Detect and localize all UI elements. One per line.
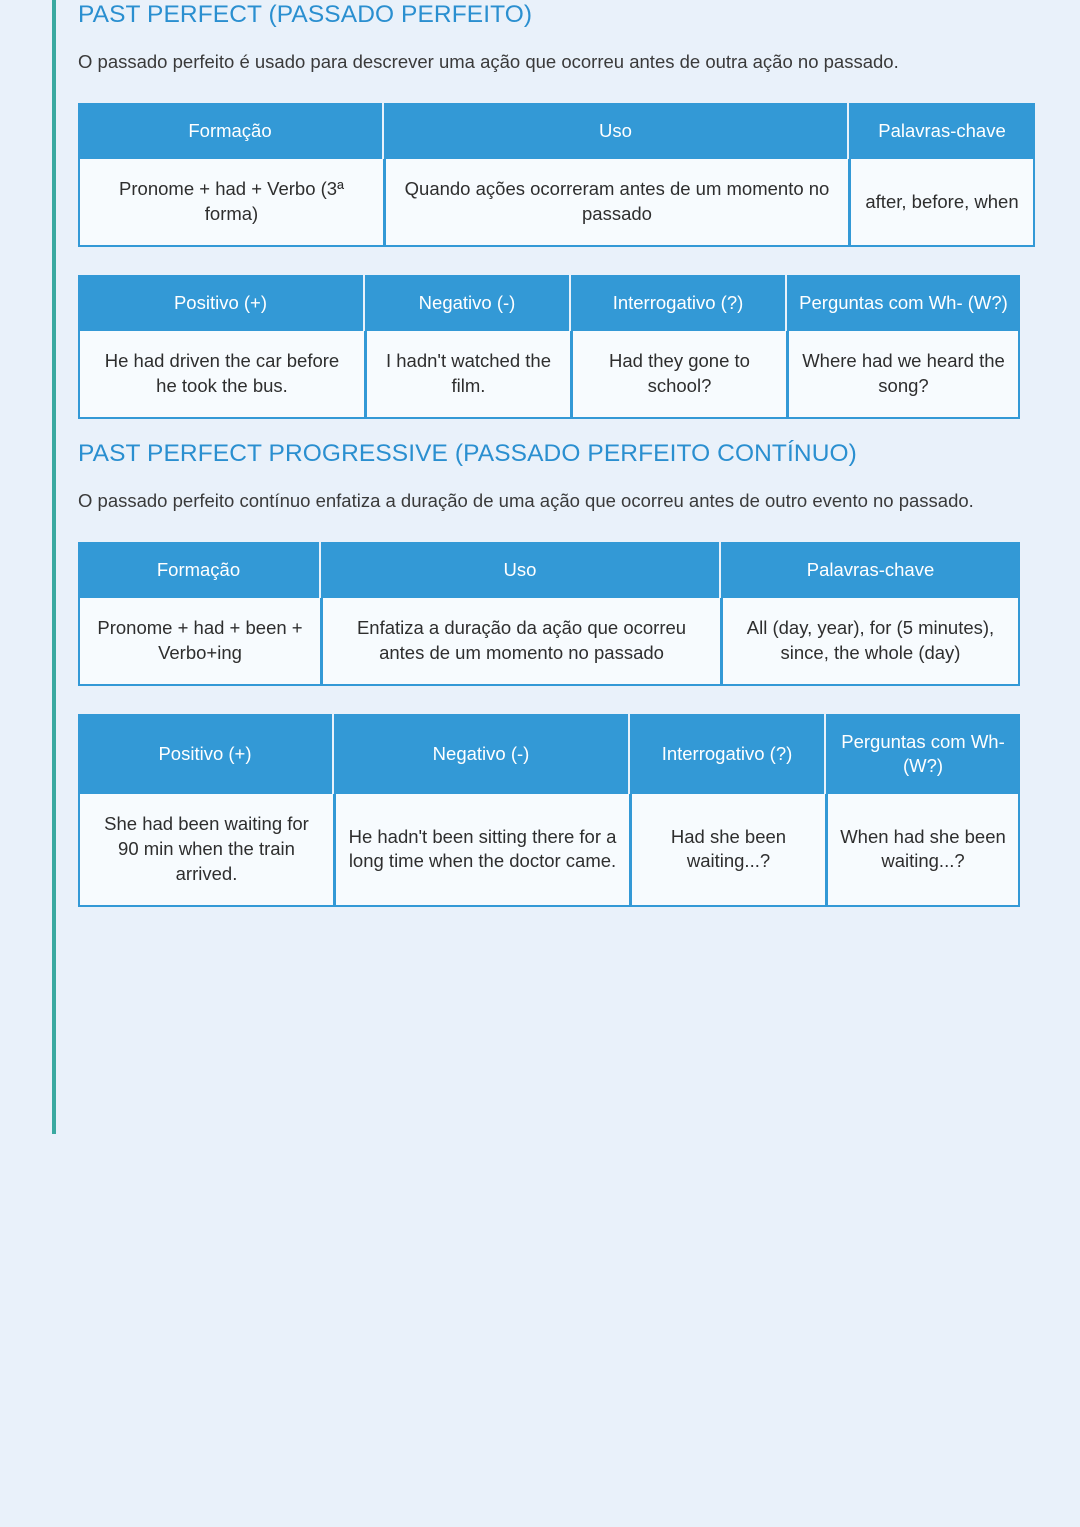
column-header-palavras-chave: Palavras-chave xyxy=(849,103,1035,159)
column-header-wh-perguntas: Perguntas com Wh- (W?) xyxy=(826,714,1020,794)
usage-table-past-perfect xyxy=(78,103,1035,247)
cell-interrogativo-example: Had she been waiting...? xyxy=(630,794,826,907)
column-header-uso: Uso xyxy=(384,103,849,159)
column-header-interrogativo: Interrogativo (?) xyxy=(571,275,787,331)
cell-wh-example: When had she been waiting...? xyxy=(826,794,1020,907)
forms-table-past-perfect-progressive xyxy=(78,714,1020,907)
column-header-positivo: Positivo (+) xyxy=(78,714,334,794)
table-spacer xyxy=(78,267,1020,275)
cell-uso: Enfatiza a duração da ação que ocorreu antes de um momento no passado xyxy=(321,598,721,686)
cell-wh-example: Where had we heard the song? xyxy=(787,331,1020,419)
cell-negativo-example: He hadn't been sitting there for a long time when the doctor came. xyxy=(334,794,630,907)
usage-table-past-perfect-progressive xyxy=(78,542,1020,686)
column-header-wh-perguntas: Perguntas com Wh- (W?) xyxy=(787,275,1020,331)
section-description: O passado perfeito é usado para descrever uma ação que ocorreu antes de outra ação no passado. xyxy=(78,51,899,73)
table-row xyxy=(78,331,1020,419)
table-header-row xyxy=(78,103,1035,159)
column-header-formacao: Formação xyxy=(78,542,321,598)
cell-formacao: Pronome + had + Verbo (3ª forma) xyxy=(78,159,384,247)
cell-negativo-example: I hadn't watched the film. xyxy=(365,331,571,419)
table-header-row xyxy=(78,275,1020,331)
page-title-2: PAST PERFECT PROGRESSIVE (PASSADO PERFEITO CONTÍNUO) xyxy=(78,439,857,467)
table-header-row xyxy=(78,714,1020,794)
column-header-negativo: Negativo (-) xyxy=(334,714,630,794)
accent-bar-section-1 xyxy=(52,0,56,556)
section-past-perfect-progressive xyxy=(78,439,1020,907)
column-header-negativo: Negativo (-) xyxy=(365,275,571,331)
column-header-uso: Uso xyxy=(321,542,721,598)
column-header-palavras-chave: Palavras-chave xyxy=(721,542,1020,598)
page-title: PAST PERFECT (PASSADO PERFEITO) xyxy=(78,1,533,28)
accent-bar-section-2 xyxy=(52,556,56,1134)
table-row xyxy=(78,159,1035,247)
forms-table-past-perfect xyxy=(78,275,1020,419)
cell-positivo-example: She had been waiting for 90 min when the train arrived. xyxy=(78,794,334,907)
cell-formacao: Pronome + had + been + Verbo+ing xyxy=(78,598,321,686)
cell-positivo-example: He had driven the car before he took the bus. xyxy=(78,331,365,419)
cell-uso: Quando ações ocorreram antes de um momento no passado xyxy=(384,159,849,247)
column-header-interrogativo: Interrogativo (?) xyxy=(630,714,826,794)
cell-palavras-chave: All (day, year), for (5 minutes), since, the whole (day) xyxy=(721,598,1020,686)
cell-interrogativo-example: Had they gone to school? xyxy=(571,331,787,419)
table-spacer xyxy=(78,706,1020,714)
column-header-formacao: Formação xyxy=(78,103,384,159)
section-past-perfect xyxy=(78,0,1020,419)
table-header-row xyxy=(78,542,1020,598)
table-row xyxy=(78,794,1020,907)
document-content xyxy=(78,0,1020,927)
section-description-2: O passado perfeito contínuo enfatiza a duração de uma ação que ocorreu antes de outro evento no passado. xyxy=(78,490,974,512)
cell-palavras-chave: after, before, when xyxy=(849,159,1035,247)
table-row xyxy=(78,598,1020,686)
column-header-positivo: Positivo (+) xyxy=(78,275,365,331)
